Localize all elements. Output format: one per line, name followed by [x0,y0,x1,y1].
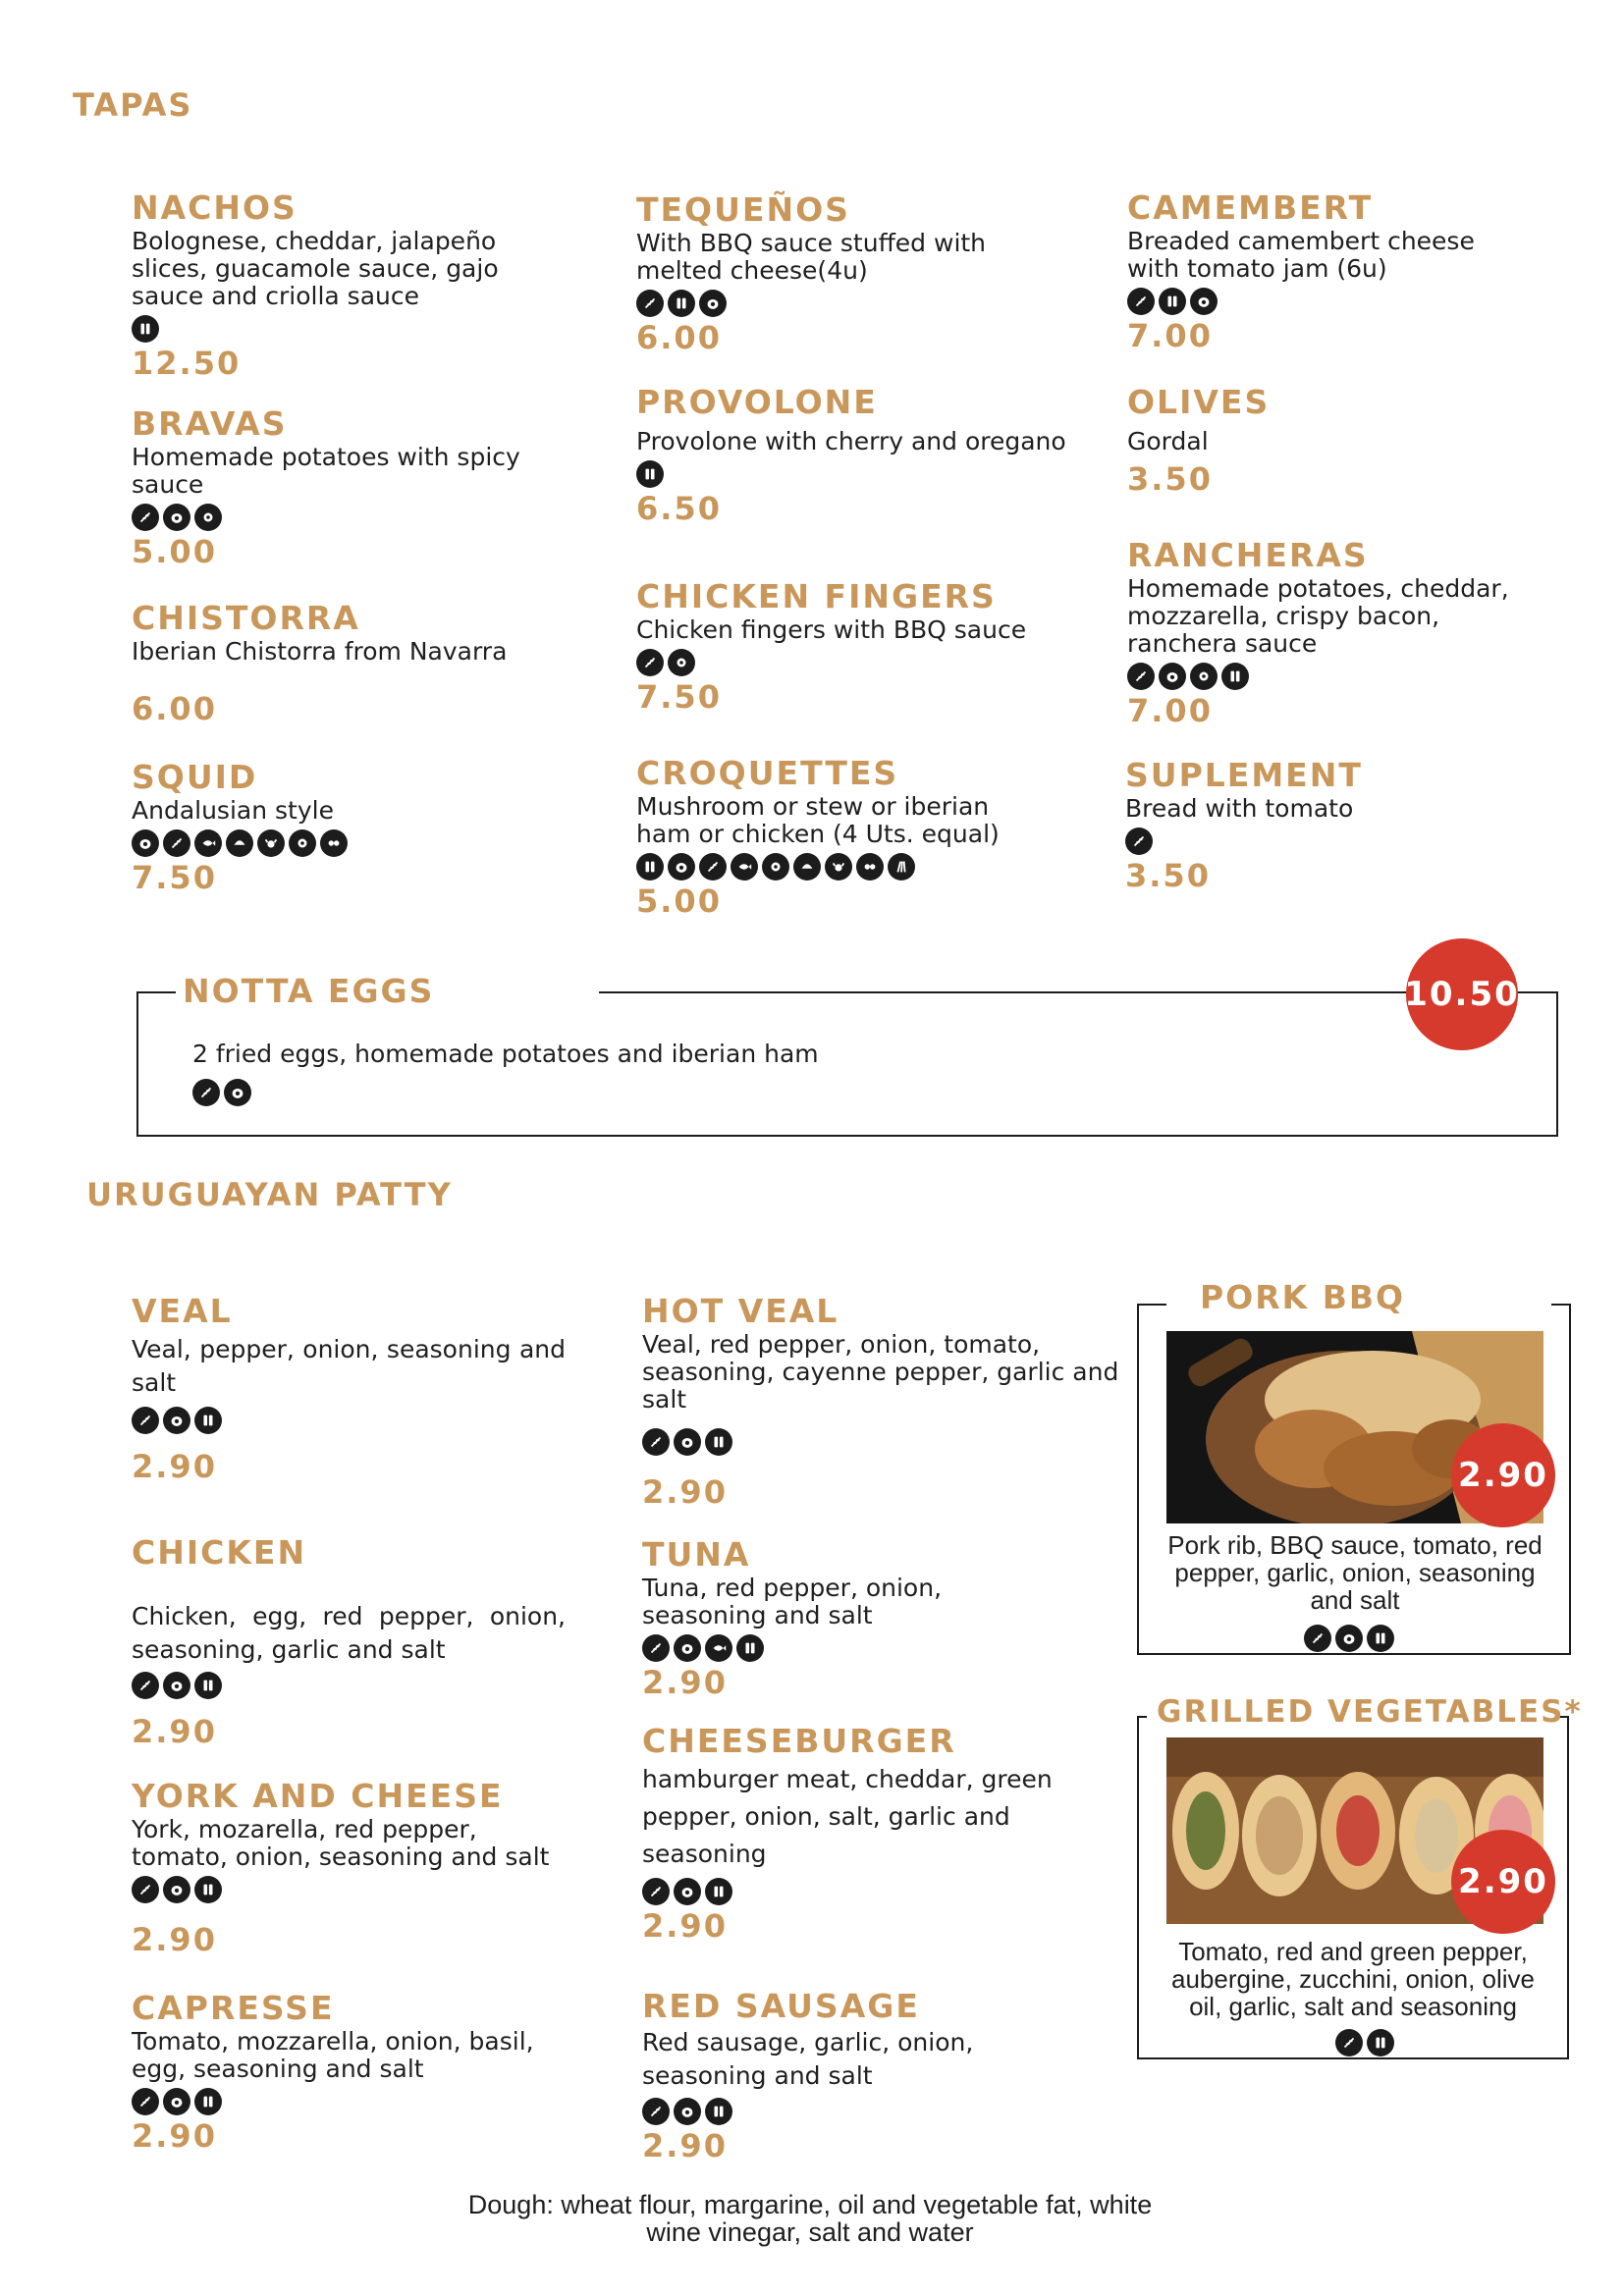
wheat-icon [636,649,664,676]
section-title-tapas: TAPAS [73,86,193,124]
milk-icon [1221,663,1249,690]
allergen-icons [636,852,1049,881]
item-price: 12.50 [132,345,242,382]
item-description: Iberian Chistorra from Navarra [132,637,508,666]
item-description: Provolone with cherry and oregano [636,427,1066,455]
egg-icon [668,853,695,881]
milk-icon [1367,1625,1394,1652]
menu-item-chistorra [132,599,564,726]
wheat-icon [642,1878,670,1905]
wheat-icon [1304,1625,1331,1652]
item-description: Tuna, red pepper, onion, seasoning and salt [642,1574,943,1629]
milk-icon [194,1672,222,1699]
item-price: 7.00 [1127,317,1213,354]
milk-icon [1159,288,1186,315]
item-name: NACHOS [132,188,298,227]
item-description: Homemade potatoes with spicy sauce [132,443,520,499]
item-name: TEQUEÑOS [636,190,850,229]
wheat-icon [1335,2029,1363,2056]
item-description: Mushroom or stew or iberian ham or chicken (4 Uts. equal) [636,792,1000,848]
allergen-icons [132,503,564,532]
allergen-icons [642,2097,1055,2126]
crab-icon [825,853,852,881]
egg-icon [163,1672,190,1699]
wheat-icon [1127,663,1155,690]
allergen-icons [636,459,1068,489]
menu-item-camembert [1127,188,1520,353]
item-price: 2.90 [642,2127,728,2164]
menu-item-croquettes [636,754,1049,919]
card-border-bottom [1137,1653,1571,1655]
item-name: CAMEMBERT [1127,188,1374,227]
item-description: Breaded camembert cheese with tomato jam (6u) [1127,227,1475,283]
milk-icon [194,2088,222,2115]
egg-icon [1190,288,1218,315]
mollusc-icon [793,853,821,881]
card-border-top-right [1551,1304,1571,1306]
crab-icon [257,829,285,857]
wheat-icon [642,1428,670,1456]
milk-icon [636,853,664,881]
card-border-bottom [1137,2057,1569,2059]
egg-icon [132,829,159,857]
item-description: hamburger meat, cheddar, green pepper, onion, salt, garlic and seasoning [642,1765,1053,1868]
milk-icon [705,2098,732,2125]
item-name: CROQUETTES [636,754,899,792]
allergen-icons [636,648,1068,677]
item-description: Bolognese, cheddar, jalapeño slices, guacamole sauce, gajo sauce and criolla sauce [132,227,499,310]
allergen-icons [132,1671,566,1700]
item-name: YORK AND CHEESE [132,1777,504,1815]
menu-item-rancheras [1127,536,1540,728]
item-description: 2 fried eggs, homemade potatoes and iberian ham [192,1040,819,1068]
item-price: 5.00 [636,882,722,920]
milk-icon [1367,2029,1394,2056]
wheat-icon [132,504,159,531]
item-description: Chicken fingers with BBQ sauce [636,615,1027,644]
menu-item-chicken [132,1533,566,1749]
wheat-icon [132,2088,159,2115]
card-border-right [1569,1304,1571,1655]
item-price: 6.50 [636,490,722,527]
mollusc-icon [226,829,253,857]
egg-icon [699,290,727,317]
menu-item-tuna [642,1535,1055,1700]
item-name: CHICKEN [132,1533,307,1572]
item-name: HOT VEAL [642,1292,839,1330]
item-price: 2.90 [132,1713,217,1750]
box-border-right [1556,991,1558,1137]
allergen-icons [636,289,1049,318]
item-name: GRILLED VEGETABLES* [1157,1694,1583,1730]
egg-icon [224,1079,251,1106]
allergen-icons [192,1078,251,1107]
egg-icon [163,504,190,531]
wheat-icon [699,853,727,881]
item-description: Chicken, egg, red pepper, onion, seasoning, garlic and salt [132,1602,566,1664]
menu-item-york-and-cheese [132,1777,566,1957]
item-description: Homemade potatoes, cheddar, mozzarella, crispy bacon, ranchera sauce [1127,574,1509,658]
item-description: Tomato, red and green pepper, aubergine, zucchini, onion, olive oil, garlic, salt and seasoning [1170,1937,1536,2021]
menu-item-provolone [636,383,1068,526]
item-price: 7.00 [1127,692,1213,729]
allergen-icons [1335,2028,1394,2057]
item-name: BRAVAS [132,404,288,443]
wheat-icon [636,290,664,317]
mustard-icon [289,829,316,857]
item-name: CHICKEN FINGERS [636,577,997,615]
item-name: RED SAUSAGE [642,1987,920,2025]
soy-icon [320,829,348,857]
allergen-icons [1125,827,1518,856]
egg-icon [674,1428,701,1456]
item-description: Pork rib, BBQ sauce, tomato, red pepper, garlic, onion, seasoning and salt [1167,1530,1543,1615]
item-price: 6.00 [636,319,722,356]
item-price: 5.00 [132,533,217,570]
item-price: 7.50 [132,859,217,896]
card-border-right [1567,1716,1569,2059]
price-badge: 2.90 [1451,1423,1555,1527]
celery-icon [888,853,915,881]
item-name: CHEESEBURGER [642,1722,956,1760]
item-price: 3.50 [1125,857,1211,894]
price-badge: 10.50 [1406,938,1518,1050]
milk-icon [636,460,664,488]
wheat-icon [642,2098,670,2125]
item-description: Tomato, mozzarella, onion, basil, egg, seasoning and salt [132,2027,534,2083]
wheat-icon [642,1634,670,1662]
milk-icon [194,1876,222,1903]
box-border-top-left [136,991,176,993]
milk-icon [705,1428,732,1456]
egg-icon [163,1407,190,1434]
mustard-icon [194,504,222,531]
menu-item-squid [132,758,564,895]
wheat-icon [192,1079,220,1106]
box-border-left [136,991,138,1137]
card-border-left [1137,1304,1139,1655]
price-badge: 2.90 [1451,1830,1555,1934]
menu-item-capresse [132,1989,566,2154]
item-description: Red sausage, garlic, onion, seasoning and salt [642,2028,974,2090]
card-border-top-left [1137,1304,1166,1306]
allergen-icons [1127,287,1520,316]
soy-icon [856,853,884,881]
allergen-icons [132,1406,566,1435]
item-price: 2.90 [132,1921,217,1958]
allergen-icons [642,1427,1143,1457]
item-name: PORK BBQ [1200,1278,1406,1316]
allergen-icons [1304,1624,1394,1653]
menu-item-red-sausage [642,1987,1055,2163]
milk-icon [668,290,695,317]
card-border-top-left [1137,1716,1147,1718]
item-description: Andalusian style [132,796,334,825]
menu-item-veal [132,1292,566,1484]
item-price: 6.00 [132,690,217,727]
fish-icon [194,829,222,857]
egg-icon [674,2098,701,2125]
dough-footnote: Dough: wheat flour, margarine, oil and vegetable fat, white wine vinegar, salt and water [467,2190,1153,2247]
allergen-icons [642,1877,1055,1906]
wheat-icon [132,1407,159,1434]
milk-icon [736,1634,764,1662]
wheat-icon [163,829,190,857]
menu-item-chicken-fingers [636,577,1068,715]
item-name: VEAL [132,1292,233,1330]
allergen-icons [132,828,564,858]
egg-icon [674,1878,701,1905]
egg-icon [1335,1625,1363,1652]
item-description: Veal, red pepper, onion, tomato, seasoning, cayenne pepper, garlic and salt [642,1330,1119,1414]
box-border-bottom [136,1135,1558,1137]
item-name: CHISTORRA [132,599,360,637]
item-name: NOTTA EGGS [183,972,435,1010]
section-title-uruguayan-patty: URUGUAYAN PATTY [86,1176,453,1213]
item-price: 2.90 [642,1664,728,1701]
allergen-icons [642,1633,1055,1663]
item-price: 2.90 [642,1907,728,1945]
allergen-icons [1127,662,1540,691]
egg-icon [1159,663,1186,690]
menu-item-bravas [132,404,564,569]
fish-icon [731,853,758,881]
egg-icon [163,2088,190,2115]
item-name: RANCHERAS [1127,536,1369,574]
item-name: SUPLEMENT [1125,756,1363,794]
menu-item-suplement [1125,756,1518,893]
item-name: SQUID [132,758,258,796]
menu-item-cheeseburger [642,1722,1055,1944]
item-description: Veal, pepper, onion, seasoning and salt [132,1335,566,1397]
card-border-left [1137,1716,1139,2059]
item-description: With BBQ sauce stuffed with melted cheese(4u) [636,229,987,285]
mustard-icon [668,649,695,676]
item-description: Bread with tomato [1125,794,1354,823]
item-price: 2.90 [642,1473,728,1511]
allergen-icons [132,2087,566,2116]
menu-item-nachos [132,188,564,381]
milk-icon [194,1407,222,1434]
fish-icon [705,1634,732,1662]
item-description: York, mozarella, red pepper, tomato, onion, seasoning and salt [132,1815,550,1871]
wheat-icon [1125,828,1153,855]
item-price: 3.50 [1127,460,1213,498]
allergen-icons [132,314,564,344]
item-price: 2.90 [132,2117,217,2155]
item-price: 7.50 [636,678,722,716]
mustard-icon [1190,663,1218,690]
milk-icon [705,1878,732,1905]
egg-icon [674,1634,701,1662]
menu-item-olives [1127,383,1520,497]
item-name: CAPRESSE [132,1989,335,2027]
item-description: Gordal [1127,427,1209,455]
mustard-icon [762,853,789,881]
wheat-icon [1127,288,1155,315]
item-name: PROVOLONE [636,383,878,421]
milk-icon [132,315,159,343]
menu-item-tequenos [636,190,1049,355]
menu-item-hot-veal [642,1292,1143,1510]
item-name: OLIVES [1127,383,1271,421]
egg-icon [163,1876,190,1903]
item-name: TUNA [642,1535,751,1574]
wheat-icon [132,1876,159,1903]
allergen-icons [132,1875,566,1904]
wheat-icon [132,1672,159,1699]
item-price: 2.90 [132,1448,217,1485]
